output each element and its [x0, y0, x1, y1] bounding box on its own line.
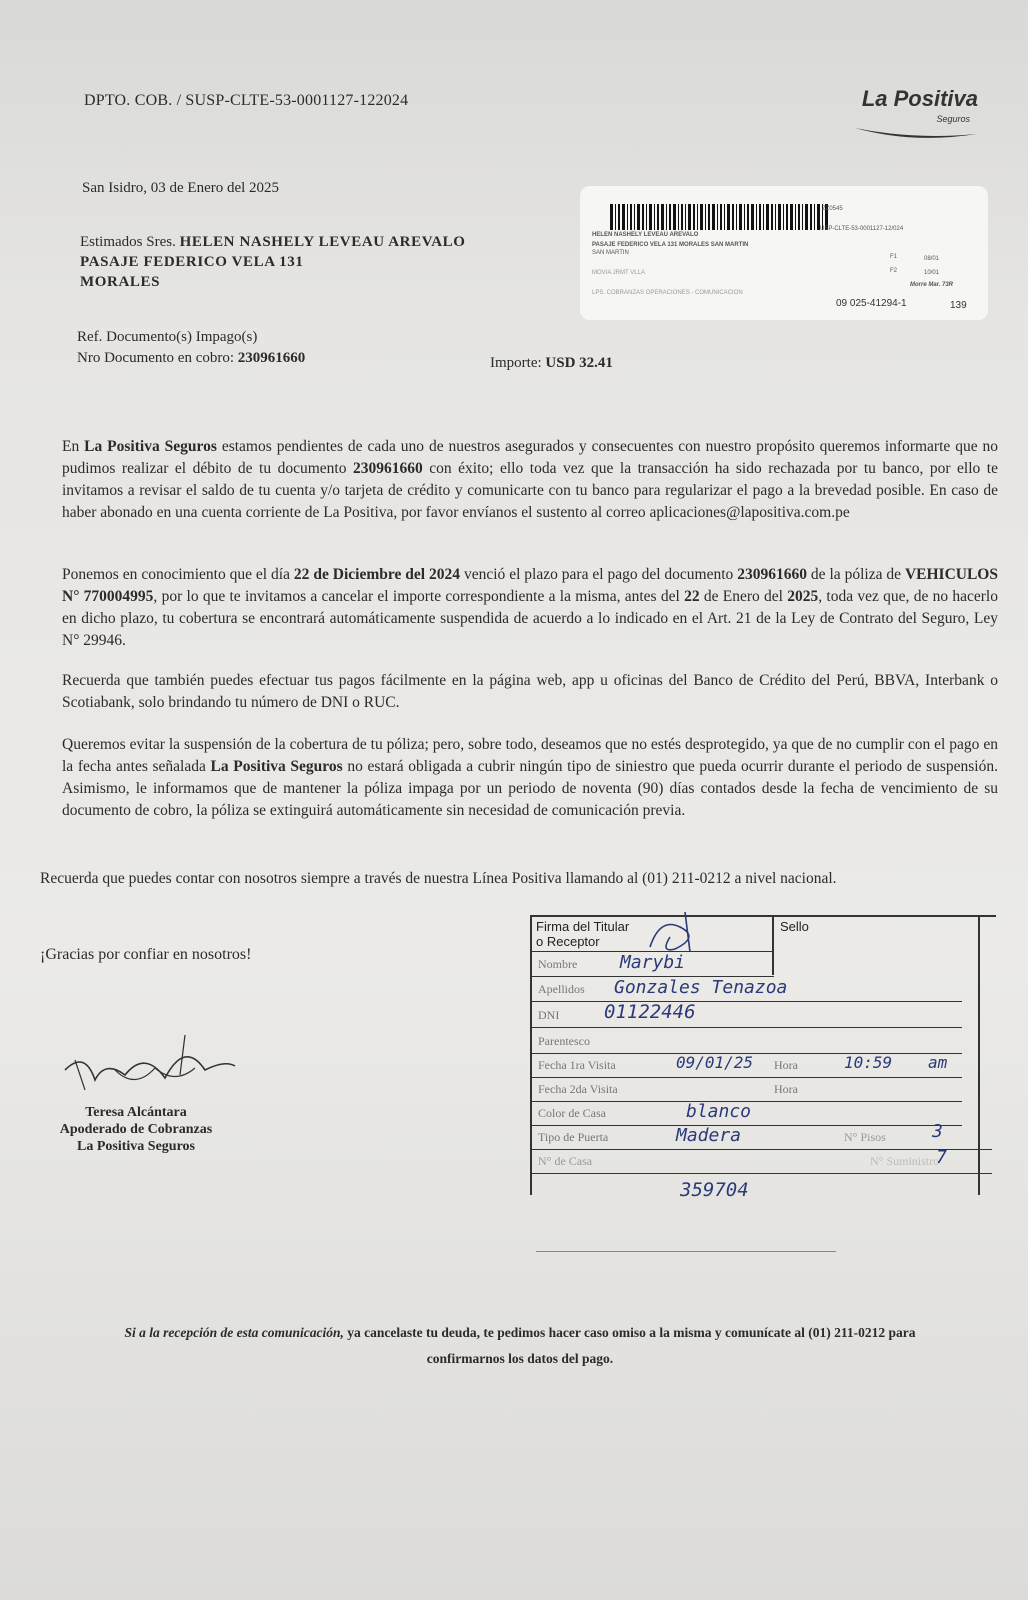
hora-label: Hora: [774, 1058, 798, 1072]
pisos-value: 3: [932, 1121, 943, 1142]
letter-date: San Isidro, 03 de Enero del 2025: [82, 180, 280, 196]
label-f1-value: 08/01: [924, 256, 940, 262]
ref-line-2-label: Nro Documento en cobro:: [77, 350, 235, 366]
receipt-form: [530, 915, 996, 1225]
suministro-label: N° Suministro: [870, 1154, 940, 1168]
row-nombre: [530, 951, 774, 977]
text-run: En: [62, 438, 85, 455]
casa-label: N° de Casa: [538, 1154, 593, 1168]
text-run: 22: [684, 588, 700, 605]
dni-label: DNI: [538, 1008, 560, 1022]
firma-label: [536, 919, 629, 949]
paragraph-4: [62, 734, 998, 822]
greeting: Estimados Sres.: [80, 234, 176, 250]
fecha-1-value: 09/01/25: [676, 1053, 754, 1072]
label-name: HELEN NASHELY LEVEAU AREVALO: [592, 232, 699, 238]
footer-line-2: confirmarnos los datos del pago.: [426, 1351, 614, 1366]
text-run: , toda vez que, de no hacerlo en dicho plazo, tu cobertura se encontrará automáticamente suspendida de acuerdo a lo indicado en el Art. 21 de la Ley de Contrato del Seguro, Ley N° 29946.: [62, 588, 998, 649]
text-run: 2025: [787, 588, 819, 605]
signer-title: Apoderado de Cobranzas: [59, 1122, 213, 1137]
label-tracking-num: 139: [950, 300, 967, 311]
text-run: La Positiva Seguros: [210, 758, 343, 775]
text-run: Recuerda que también puedes efectuar tus pagos fácilmente en la página web, app u oficinas del Banco de Crédito del Perú, BBVA, Interbank o Scotiabank, solo brindando tu número de DNI o RUC.: [62, 672, 998, 711]
paragraph-3: [62, 670, 998, 714]
label-address: PASAJE FEDERICO VELA 131 MORALES SAN MARTIN: [592, 242, 749, 248]
text-run: 230961660: [737, 566, 807, 583]
company-logo: [853, 86, 978, 144]
text-run: Ponemos en conocimiento que el día: [62, 566, 294, 583]
row-puerta: [530, 1121, 992, 1150]
footer-italic: Si a la recepción de esta comunicación,: [124, 1325, 344, 1340]
address-line-2: MORALES: [80, 274, 161, 290]
hora-2-label: Hora: [774, 1082, 798, 1096]
row-color: [530, 1101, 962, 1126]
importe: [490, 355, 613, 372]
logo-swoosh-icon: [853, 120, 978, 144]
text-run: VEHICULOS N° 770004995: [62, 566, 998, 605]
signature-icon: [55, 1030, 245, 1110]
address-line-1: PASAJE FEDERICO VELA 131: [80, 254, 304, 270]
parentesco-label: Parentesco: [538, 1034, 590, 1048]
label-route: Morre Mar. 73R: [910, 282, 954, 288]
casa-value: 359704: [680, 1179, 749, 1201]
dni-value: 01122446: [604, 1001, 696, 1023]
row-fecha-1: [530, 1053, 962, 1078]
apellidos-value: Gonzales Tenazoa: [614, 977, 788, 998]
ref-line-2-value: 230961660: [237, 350, 306, 366]
barcode-icon: [610, 204, 830, 230]
text-run: Queremos evitar la suspensión de la cobertura de tu póliza; pero, sobre todo, deseamos que no estés desprotegido, ya que de no cumplir con el pago en la fecha antes señalada: [62, 736, 998, 775]
recipient-address: [80, 232, 466, 292]
paragraph-1: [62, 436, 998, 524]
nombre-label: Nombre: [538, 957, 578, 971]
thanks-text: ¡Gracias por confiar en nosotros!: [40, 946, 252, 963]
puerta-label: Tipo de Puerta: [538, 1130, 609, 1144]
signer-name: Teresa Alcántara: [85, 1105, 187, 1120]
color-label: Color de Casa: [538, 1106, 606, 1120]
label-tracking: 09 025-41294-1: [836, 298, 907, 309]
text-run: 22 de Diciembre del 2024: [293, 566, 461, 583]
row-apellidos: [530, 977, 962, 1002]
label-ref: USP-CLTE-53-0001127-12/024: [820, 226, 904, 232]
text-run: de la póliza de: [806, 566, 905, 583]
text-run: La Positiva Seguros: [84, 438, 217, 455]
label-f2: F2: [890, 268, 898, 274]
footer-note: [30, 1320, 1010, 1372]
row-fecha-2: [530, 1077, 962, 1102]
logo-name: La Positiva: [861, 86, 978, 111]
label-f1: F1: [890, 254, 898, 260]
importe-label: Importe:: [490, 355, 542, 371]
document-reference: DPTO. COB. / SUSP-CLTE-53-0001127-122024: [84, 92, 409, 109]
paragraph-5: [40, 868, 998, 890]
sello-label: Sello: [780, 919, 809, 934]
recipient-name: HELEN NASHELY LEVEAU AREVALO: [179, 234, 466, 250]
row-casa: [530, 1149, 992, 1174]
paragraph-2: [62, 564, 998, 652]
logo-sub: Seguros: [936, 114, 970, 124]
row-dni: [530, 1003, 962, 1028]
signer-company: La Positiva Seguros: [77, 1139, 195, 1154]
document-reference-block: [77, 327, 305, 369]
text-run: Recuerda que puedes contar con nosotros siempre a través de nuestra Línea Positiva llamando al (01) 211-0212 a nivel nacional.: [40, 870, 837, 887]
courier-label: [580, 186, 988, 320]
label-city: SAN MARTIN: [592, 250, 629, 256]
fecha-1-label: Fecha 1ra Visita: [538, 1058, 616, 1072]
footer-rest: ya cancelaste tu deuda, te pedimos hacer caso omiso a la misma y comunícate al (01) 211-0212 para: [343, 1325, 916, 1340]
apellidos-label: Apellidos: [538, 982, 585, 996]
signer-block: [36, 1104, 236, 1155]
hora-value: 10:59: [844, 1053, 893, 1072]
fecha-2-label: Fecha 2da Visita: [538, 1082, 618, 1096]
importe-value: USD 32.41: [545, 355, 613, 371]
text-run: estamos pendientes de cada uno de nuestros asegurados y consecuentes con nuestro propósito queremos informarte que no pudimos realizar el débito de tu documento: [62, 438, 999, 477]
text-run: no estará obligada a cubrir ningún tipo de siniestro que pueda ocurrir durante el periodo de suspensión. Asimismo, le informamos que de mantener la póliza impaga por un periodo de noventa (90) días contados desde la fecha de vencimiento de su documento de cobro, la póliza se extinguirá automáticamente sin necesidad de comunicación previa.: [62, 758, 998, 819]
label-courier-1: MOVIA JRMT VLLA: [592, 270, 645, 276]
ref-line-1: Ref. Documento(s) Impago(s): [77, 329, 258, 345]
puerta-value: Madera: [676, 1125, 742, 1146]
suministro-value: 7: [936, 1147, 947, 1168]
nombre-value: Marybi: [620, 952, 686, 973]
text-run: con éxito; ello toda vez que la transacción ha sido rechazada por tu banco, por ello te invitamos a revisar el saldo de tu cuenta y/o tarjeta de crédito y comunicarte con tu banco para regularizar el pago a la brevedad posible. En caso de haber abonado en una cuenta corriente de La Positiva, por favor envíanos el sustento al correo aplicaciones@lapositiva.com.pe: [62, 460, 998, 521]
row-parentesco: [530, 1029, 962, 1054]
label-f2-value: 10/01: [924, 270, 940, 276]
firma-label-2: o Receptor: [536, 934, 600, 949]
label-courier-2: LPS. COBRANZAS OPERACIONES - COMUNICACION: [592, 290, 743, 296]
text-run: de Enero del: [699, 588, 788, 605]
text-run: , por lo que te invitamos a cancelar el importe correspondiente a la misma, antes del: [153, 588, 685, 605]
firma-label-1: Firma del Titular: [536, 919, 630, 934]
pisos-label: N° Pisos: [844, 1130, 886, 1144]
label-code-top: ZZ0545: [822, 206, 843, 212]
ampm-value: am: [928, 1053, 948, 1072]
color-value: blanco: [686, 1101, 752, 1122]
text-run: venció el plazo para el pago del documento: [460, 566, 738, 583]
text-run: 230961660: [353, 460, 423, 477]
receptor-signature-icon: [640, 907, 710, 957]
